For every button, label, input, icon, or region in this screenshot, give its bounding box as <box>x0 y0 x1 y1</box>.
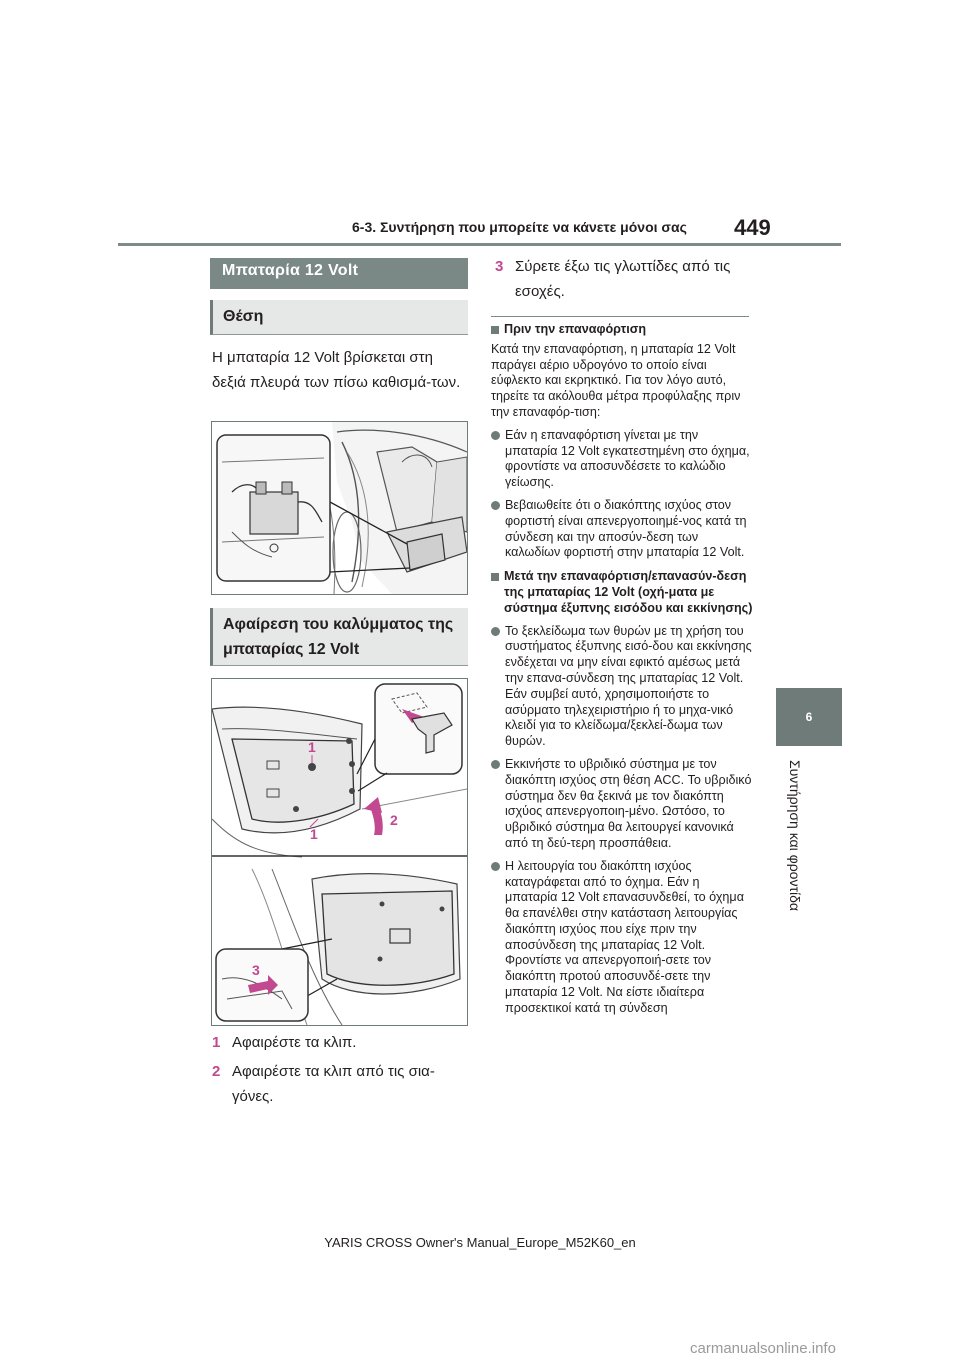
after-bullet-1: Το ξεκλείδωμα των θυρών με τη χρήση του συστήματος έξυπνης εισό-δου και εκκίνησης ενδέχεται να μην είναι εφικτό αμέσως μετά την επανα-σύνδεση της μπαταρίας 12 Volt. Εάν συμβεί αυτό, χρησιμοποιήστε το ασύρματο τηλεχειριστήριο ή το μηχα-νικό κλειδί για το κλείδωμα/ξεκλεί-δωμα των θυρών. <box>491 624 753 750</box>
footer-text: YARIS CROSS Owner's Manual_Europe_M52K60_en <box>324 1235 636 1250</box>
callout-1-lower: 1 <box>310 826 318 842</box>
before-recharging-text: Κατά την επαναφόρτιση, η μπαταρία 12 Volt παράγει αέριο υδρογόνο το οποίο είναι εύφλεκτο και εκρηκτικό. Για τον λόγο αυτό, τηρείτε τα ακόλουθα μέτρα προφύλαξης πριν την επαναφόρ-τιση: <box>491 341 741 419</box>
section-title: 6-3. Συντήρηση που μπορείτε να κάνετε μόνοι σας <box>352 219 687 235</box>
callout-3: 3 <box>252 962 260 978</box>
location-heading: Θέση <box>210 300 468 335</box>
chapter-label <box>772 760 818 940</box>
step-2-text: Αφαιρέστε τα κλιπ από τις σια-γόνες. <box>232 1063 435 1105</box>
main-heading: Μπαταρία 12 Volt <box>210 258 468 289</box>
bullet-dot-icon <box>491 501 500 510</box>
callout-2: 2 <box>390 812 398 828</box>
before-bullet-1: Εάν η επαναφόρτιση γίνεται με την μπαταρία 12 Volt εγκατεστημένη στο όχημα, φροντίστε να αποσυνδέσετε το καλώδιο γείωσης. <box>491 428 753 491</box>
before-recharging-section <box>491 322 753 1017</box>
step-1 <box>212 1030 468 1055</box>
step-3 <box>495 254 751 308</box>
step-2-number: 2 <box>212 1063 221 1080</box>
after-bullet-2: Εκκινήστε το υβριδικό σύστημα με τον διακόπτη ισχύος στη θέση ACC. Το υβριδικό σύστημα δεν θα ξεκινά με τον διακόπτη ισχύος απενεργοποιη-μένο. Ωστόσο, το υβριδικό σύστημα θα λειτουργεί κανονικά από τη δεύ-τερη προσπάθεια. <box>491 757 753 852</box>
bullet-dot-icon <box>491 431 500 440</box>
cover-removal-figure <box>211 678 468 1026</box>
square-bullet-icon <box>491 326 499 334</box>
watermark: carmanualsonline.info <box>690 1340 836 1357</box>
removal-steps <box>212 1030 468 1113</box>
right-divider <box>491 316 749 317</box>
callout-1-upper: 1 <box>308 739 316 755</box>
after-recharging-heading: Μετά την επαναφόρτιση/επανασύν-δεση της μπαταρίας 12 Volt (οχή-ματα με σύστημα έξυπνης εισόδου και εκκίνησης) <box>491 569 753 616</box>
header-divider <box>118 243 841 246</box>
battery-location-figure <box>211 421 468 595</box>
step-1-number: 1 <box>212 1034 221 1051</box>
bullet-dot-icon <box>491 627 500 636</box>
page-number: 449 <box>734 215 771 240</box>
after-bullet-3: Η λειτουργία του διακόπτη ισχύος καταγράφεται από το όχημα. Εάν η μπαταρία 12 Volt επανασυνδεθεί, το όχημα θα επανέλθει στην κατάσταση λειτουργίας διακόπτη ισχύος που είχε πριν την αποσύνδεση της μπαταρίας 12 Volt. Φροντίστε να απενεργοποιή-σετε τον διακόπτη προτού αποσυνδέ-σετε την μπαταρία 12 Volt. Να είστε ιδιαίτερα προσεκτικοί κατά τη σύνδεση <box>491 859 753 1017</box>
step-3-text: Σύρετε έξω τις γλωττίδες από τις εσοχές. <box>515 258 731 300</box>
battery-location-illustration <box>212 422 467 594</box>
chapter-label-text: Συντήρηση και φροντίδα <box>787 760 803 911</box>
location-text: Η μπαταρία 12 Volt βρίσκεται στη δεξιά πλευρά των πίσω καθισμά-των. <box>212 349 461 391</box>
square-bullet-icon <box>491 573 499 581</box>
cover-removal-heading: Αφαίρεση του καλύμματος της μπαταρίας 12 Volt <box>210 608 468 666</box>
before-recharging-heading: Πριν την επαναφόρτιση <box>491 322 753 338</box>
before-bullet-2: Βεβαιωθείτε ότι ο διακόπτης ισχύος στον φορτιστή είναι απενεργοποιημέ-νος κατά τη σύνδεση και την αποσύν-δεση των καλωδίων φορτιστή στην μπαταρία 12 Volt. <box>491 498 753 561</box>
bullet-dot-icon <box>491 862 500 871</box>
step-2 <box>212 1059 468 1109</box>
step-3-number: 3 <box>495 258 504 275</box>
bullet-dot-icon <box>491 760 500 769</box>
chapter-tab: 6 <box>776 688 842 746</box>
cover-removal-illustration <box>212 679 467 1025</box>
step-1-text: Αφαιρέστε τα κλιπ. <box>232 1034 357 1051</box>
